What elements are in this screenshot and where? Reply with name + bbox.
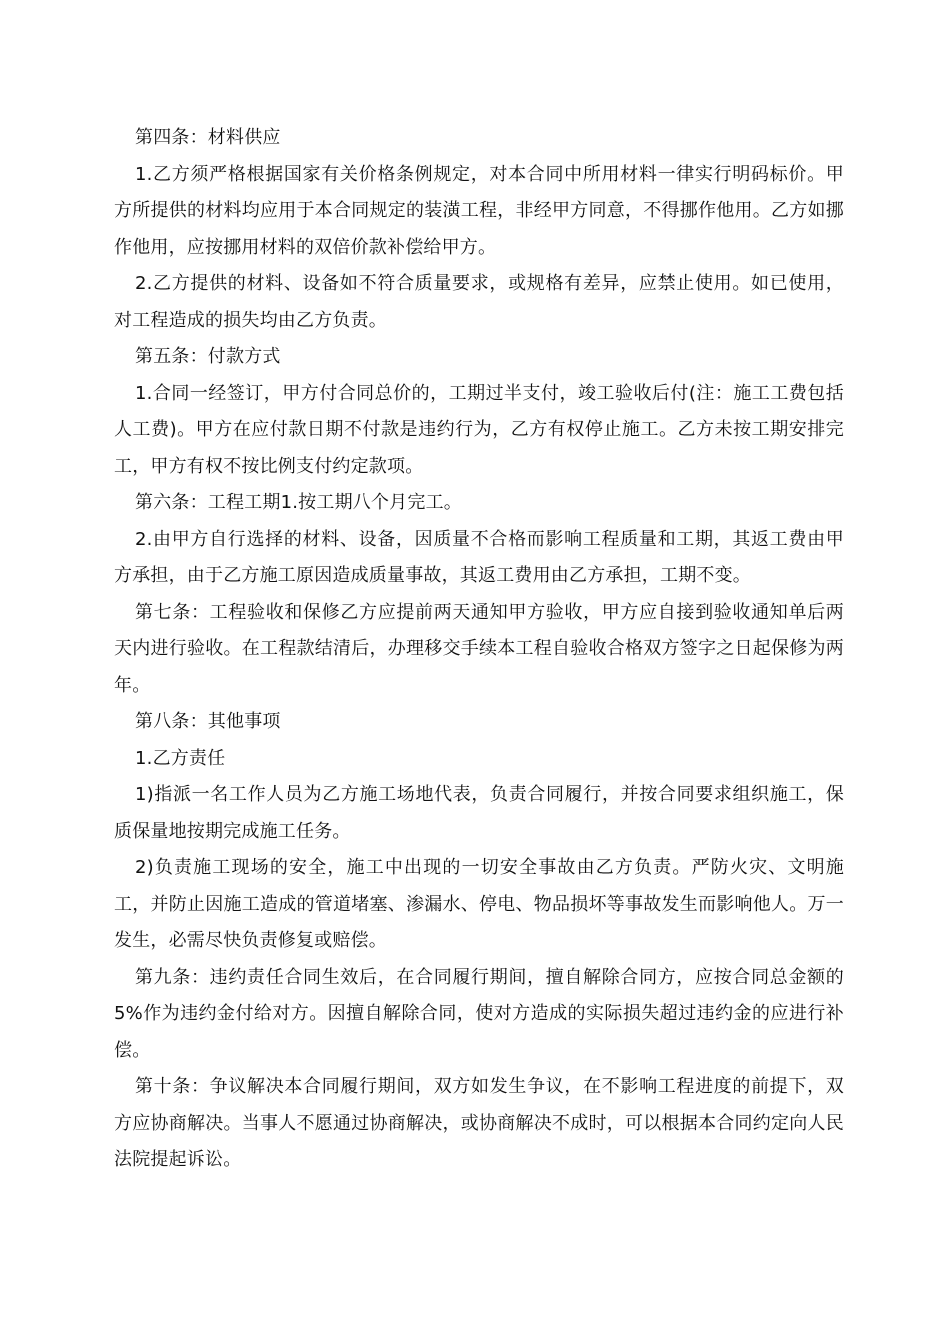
heading-article-5: 第五条：付款方式 — [135, 346, 281, 367]
paragraph-article-5-item-1: 1.合同一经签订，甲方付合同总价的，工期过半支付，竣工验收后付(注：施工工费包括人工费)。甲方在应付款日期不付款是违约行为，乙方有权停止施工。乙方未按工期安排完工，甲方有权不按比例支付约定款项。 — [114, 382, 844, 477]
paragraph-article-4-item-1: 1.乙方须严格根据国家有关价格条例规定，对本合同中所用材料一律实行明码标价。甲方所提供的材料均应用于本合同规定的装潢工程，非经甲方同意，不得挪作他用。乙方如挪作他用，应按挪用材料的双倍价款补偿给甲方。 — [114, 163, 844, 258]
subheading-party-b-duties: 1.乙方责任 — [135, 747, 226, 769]
paragraph-article-9: 第九条：违约责任合同生效后，在合同履行期间，擅自解除合同方，应按合同总金额的5%作为违约金付给对方。因擅自解除合同，使对方造成的实际损失超过违约金的应进行补偿。 — [114, 966, 844, 1061]
paragraph-article-10: 第十条：争议解决本合同履行期间，双方如发生争议，在不影响工程进度的前提下，双方应协商解决。当事人不愿通过协商解决，或协商解决不成时，可以根据本合同约定向人民法院提起诉讼。 — [114, 1076, 844, 1170]
heading-article-4: 第四条：材料供应 — [135, 127, 281, 148]
document-page — [114, 120, 844, 1179]
heading-article-8: 第八条：其他事项 — [135, 711, 281, 732]
paragraph-article-6-item-2: 2.由甲方自行选择的材料、设备，因质量不合格而影响工程质量和工期，其返工费由甲方承担，由于乙方施工原因造成质量事故，其返工费用由乙方承担，工期不变。 — [114, 528, 844, 586]
paragraph-article-7: 第七条：工程验收和保修乙方应提前两天通知甲方验收，甲方应自接到验收通知单后两天内进行验收。在工程款结清后，办理移交手续本工程自验收合格双方签字之日起保修为两年。 — [114, 601, 844, 696]
paragraph-article-4-item-2: 2.乙方提供的材料、设备如不符合质量要求，或规格有差异，应禁止使用。如已使用，对工程造成的损失均由乙方负责。 — [114, 273, 844, 331]
heading-article-6: 第六条：工程工期1.按工期八个月完工。 — [135, 492, 462, 513]
paragraph-party-b-duty-1: 1)指派一名工作人员为乙方施工场地代表，负责合同履行，并按合同要求组织施工，保质保量地按期完成施工任务。 — [114, 784, 844, 842]
paragraph-party-b-duty-2: 2)负责施工现场的安全，施工中出现的一切安全事故由乙方负责。严防火灾、文明施工，并防止因施工造成的管道堵塞、渗漏水、停电、物品损坏等事故发生而影响他人。万一发生，必需尽快负责修复或赔偿。 — [114, 857, 844, 951]
